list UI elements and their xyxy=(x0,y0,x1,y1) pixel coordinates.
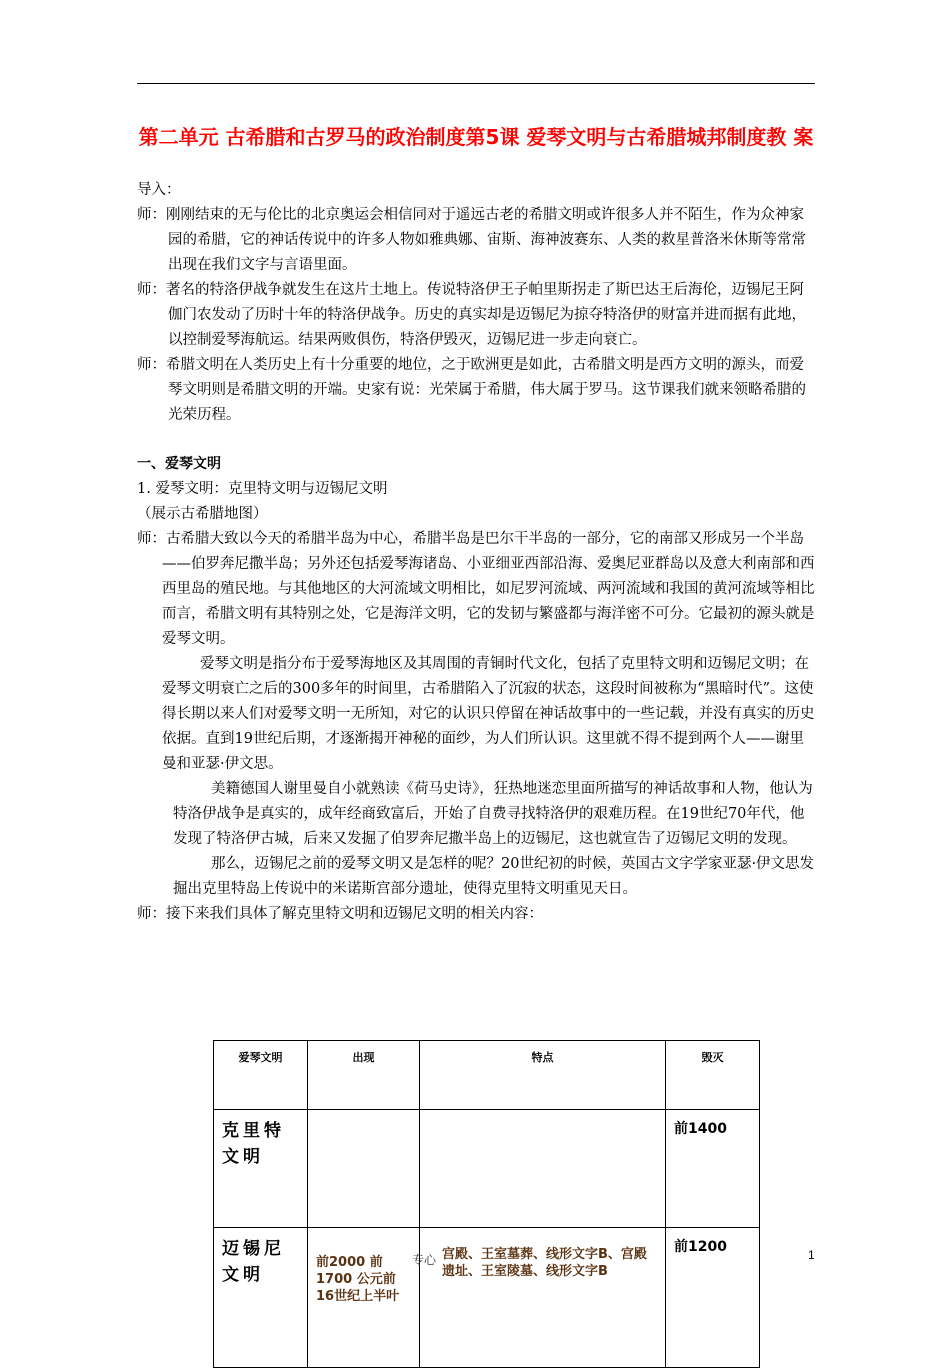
list-item-1: 1. 爱琴文明：克里特文明与迈锡尼文明 xyxy=(137,481,388,497)
header-features: 特点 xyxy=(420,1041,666,1110)
header-appearance: 出现 xyxy=(308,1041,420,1110)
row-appear: 前2000 前1700 公元前16世纪上半叶 xyxy=(308,1228,420,1368)
civilization-table xyxy=(213,1040,760,1368)
row-destroy: 前1200 xyxy=(666,1228,760,1368)
header-destruction: 毁灭 xyxy=(666,1041,760,1110)
document-body xyxy=(137,178,817,927)
row-name: 迈锡尼文明 xyxy=(214,1228,308,1368)
page-title: 第二单元 古希腊和古罗马的政治制度第5课 爱琴文明与古希腊城邦制度教 案 xyxy=(138,125,814,149)
row-appear xyxy=(308,1110,420,1228)
page-number: 1 xyxy=(808,1248,815,1262)
map-note: （展示古希腊地图） xyxy=(137,506,268,522)
intro-paragraph-3: 师：希腊文明在人类历史上有十分重要的地位，之于欧洲更是如此，古希腊文明是西方文明的源头，而爱琴文明则是希腊文明的开端。史家有说：光荣属于希腊，伟大属于罗马。这节课我们就来领略希腊的光荣历程。 xyxy=(137,357,806,423)
intro-paragraph-2: 师：著名的特洛伊战争就发生在这片土地上。传说特洛伊王子帕里斯拐走了斯巴达王后海伦，迈锡尼王阿伽门农发动了历时十年的特洛伊战争。历史的真实却是迈锡尼为掠夺特洛伊的财富并进而据有此地，以控制爱琴海航运。结果两败俱伤，特洛伊毁灭，迈锡尼进一步走向衰亡。 xyxy=(137,282,806,348)
intro-paragraph-1: 师：刚刚结束的无与伦比的北京奥运会相信同对于遥远古老的希腊文明或许很多人并不陌生，作为众神家园的希腊，它的神话传说中的许多人物如雅典娜、宙斯、海神波赛东、人类的救星普洛米休斯等常常出现在我们文字与言语里面。 xyxy=(137,207,806,273)
aegean-paragraph: 爱琴文明是指分布于爱琴海地区及其周围的青铜时代文化，包括了克里特文明和迈锡尼文明；在爱琴文明衰亡之后的300多年的时间里，古希腊陷入了沉寂的状态，这段时间被称为“黑暗时代”。这使得长期以来人们对爱琴文明一无所知，对它的认识只停留在神话故事中的一些记载，并没有真实的历史依据。直到19世纪后期，才逐渐揭开神秘的面纱，为人们所认识。这里就不得不提到两个人——谢里曼和亚瑟·伊文思。 xyxy=(162,656,815,772)
teacher-paragraph: 师：古希腊大致以今天的希腊半岛为中心，希腊半岛是巴尔干半岛的一部分，它的南部又形成另一个半岛——伯罗奔尼撒半岛；另外还包括爱琴海诸岛、小亚细亚西部沿海、爱奥尼亚群岛以及意大利南部和西西里岛的殖民地。与其他地区的大河流域文明相比，如尼罗河流域、两河流域和我国的黄河流域等相比而言，希腊文明有其特别之处，它是海洋文明，它的发韧与繁盛都与海洋密不可分。它最初的源头就是爱琴文明。 xyxy=(137,531,815,647)
evans-paragraph: 那么，迈锡尼之前的爱琴文明又是怎样的呢？20世纪初的时候，英国古文字学家亚瑟·伊文思发掘出克里特岛上传说中的米诺斯宫部分遗址，使得克里特文明重见天日。 xyxy=(173,856,815,897)
row-feature xyxy=(420,1110,666,1228)
header-civilization: 爱琴文明 xyxy=(214,1041,308,1110)
table-row xyxy=(214,1110,760,1228)
row-feature: 宫殿、王室墓葬、线形文字B、宫殿遗址、王室陵墓、线形文字B xyxy=(420,1228,666,1368)
header-rule xyxy=(137,83,815,84)
schliemann-paragraph: 美籍德国人谢里曼自小就熟读《荷马史诗》，狂热地迷恋里面所描写的神话故事和人物，他认为特洛伊战争是真实的，成年经商致富后，开始了自费寻找特洛伊的艰难历程。在19世纪70年代，他发现了特洛伊古城，后来又发掘了伯罗奔尼撒半岛上的迈锡尼，这也就宣告了迈锡尼文明的发现。 xyxy=(173,781,813,847)
table-header-row xyxy=(214,1041,760,1110)
table-row xyxy=(214,1228,760,1368)
transition-paragraph: 师：接下来我们具体了解克里特文明和迈锡尼文明的相关内容： xyxy=(137,906,543,922)
row-destroy: 前1400 xyxy=(666,1110,760,1228)
intro-label: 导入： xyxy=(137,182,181,198)
row-name: 克里特文明 xyxy=(214,1110,308,1228)
section-heading: 一、爱琴文明 xyxy=(137,456,221,472)
footer-text: 专心 xyxy=(412,1253,437,1267)
